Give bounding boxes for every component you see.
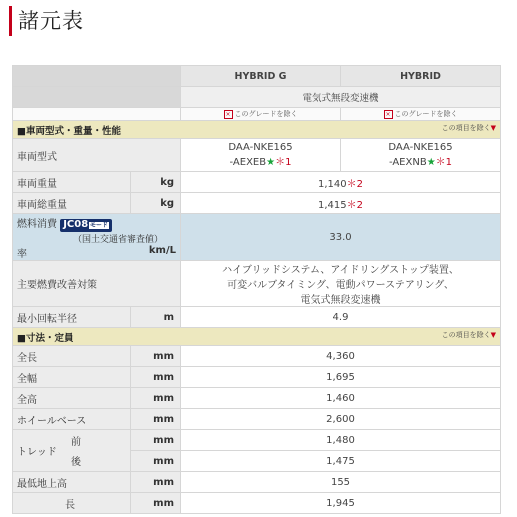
row-value: 4.9 xyxy=(181,307,501,328)
row-weight xyxy=(13,172,501,193)
row-unit: m xyxy=(131,307,181,328)
triangle-down-icon: ▼ xyxy=(490,330,496,339)
row-label: 車両総重量 xyxy=(13,193,131,214)
row-unit: mm xyxy=(131,409,181,430)
row-width xyxy=(13,367,501,388)
transmission-row xyxy=(13,87,501,108)
row-tread-front xyxy=(13,430,501,451)
row-unit: kg xyxy=(131,193,181,214)
grade-hybrid: HYBRID xyxy=(341,66,501,87)
star-icon: ★ xyxy=(426,157,436,168)
close-icon: × xyxy=(225,110,231,118)
row-label: 全高 xyxy=(13,388,131,409)
header-blank xyxy=(13,66,181,87)
row-height xyxy=(13,388,501,409)
section-vehicle xyxy=(13,121,501,139)
row-wheelbase xyxy=(13,409,501,430)
row-value: 1,140＊2 xyxy=(181,172,501,193)
row-label: 主要燃費改善対策 xyxy=(13,261,181,307)
row-unit: mm xyxy=(131,472,181,493)
row-value: 2,600 xyxy=(181,409,501,430)
model-value-2: DAA-NKE165 -AEXNB★＊1 xyxy=(341,139,501,172)
spec-table xyxy=(12,65,501,514)
section-title: ■車両型式・重量・性能 xyxy=(17,125,121,137)
row-value: 155 xyxy=(181,472,501,493)
row-value: 1,415＊2 xyxy=(181,193,501,214)
exclude-grade-row xyxy=(13,108,501,121)
row-unit: mm xyxy=(131,388,181,409)
row-value: 4,360 xyxy=(181,346,501,367)
row-label: トレッド xyxy=(17,447,57,458)
row-model xyxy=(13,139,501,172)
row-value: 1,475 xyxy=(181,451,501,472)
row-label: 全幅 xyxy=(13,367,131,388)
row-unit: mm xyxy=(131,451,181,472)
grade-hybrid-g: HYBRID G xyxy=(181,66,341,87)
close-icon: × xyxy=(385,110,391,118)
row-label: 最低地上高 xyxy=(13,472,131,493)
hide-section-button[interactable]: この項目を除く▼ xyxy=(441,123,496,132)
row-unit: mm xyxy=(131,493,181,514)
tread-rear-label: 後 xyxy=(71,457,81,468)
grade-header-row xyxy=(13,66,501,87)
row-ground-clearance xyxy=(13,472,501,493)
row-value: 1,695 xyxy=(181,367,501,388)
row-unit: mm xyxy=(131,430,181,451)
page-title: 諸元表 xyxy=(18,9,84,33)
row-value: 1,460 xyxy=(181,388,501,409)
row-fuel-economy xyxy=(13,214,501,261)
row-turning-radius xyxy=(13,307,501,328)
model-value-1: DAA-NKE165 -AEXEB★＊1 xyxy=(181,139,341,172)
row-label: 長 xyxy=(13,493,131,514)
row-value: 33.0 xyxy=(181,214,501,261)
row-unit: mm xyxy=(131,346,181,367)
row-unit: mm xyxy=(131,367,181,388)
row-value: ハイブリッドシステム、アイドリングストップ装置、 可変バルブタイミング、電動パワーステアリング、 電気式無段変速機 xyxy=(181,261,501,307)
row-gross-weight xyxy=(13,193,501,214)
exclude-grade-1[interactable]: × このグレードを除く xyxy=(181,108,341,121)
row-label: 最小回転半径 xyxy=(13,307,131,328)
triangle-down-icon: ▼ xyxy=(490,123,496,132)
row-value: 1,945 xyxy=(181,493,501,514)
row-label: 車両重量 xyxy=(13,172,131,193)
transmission-value: 電気式無段変速機 xyxy=(181,87,501,108)
row-fuel-measures xyxy=(13,261,501,307)
row-value: 1,480 xyxy=(181,430,501,451)
title-accent-bar xyxy=(9,6,12,36)
section-title: ■寸法・定員 xyxy=(17,332,74,344)
row-length xyxy=(13,346,501,367)
row-cabin-length xyxy=(13,493,501,514)
fuel-label: 燃料消費 JC08 モード （国土交通省審査値） 率 km/L xyxy=(13,214,181,261)
row-label: 全長 xyxy=(13,346,131,367)
row-label: 車両型式 xyxy=(13,139,181,172)
row-unit: km/L xyxy=(148,244,176,256)
tread-front-label: 前 xyxy=(71,437,81,448)
section-dimensions xyxy=(13,328,501,346)
jc08-badge: JC08 モード xyxy=(60,219,112,232)
exclude-grade-2[interactable]: × このグレードを除く xyxy=(341,108,501,121)
row-unit: kg xyxy=(131,172,181,193)
row-label: ホイールベース xyxy=(13,409,131,430)
hide-section-button[interactable]: この項目を除く▼ xyxy=(441,330,496,339)
star-icon: ★ xyxy=(266,157,276,168)
